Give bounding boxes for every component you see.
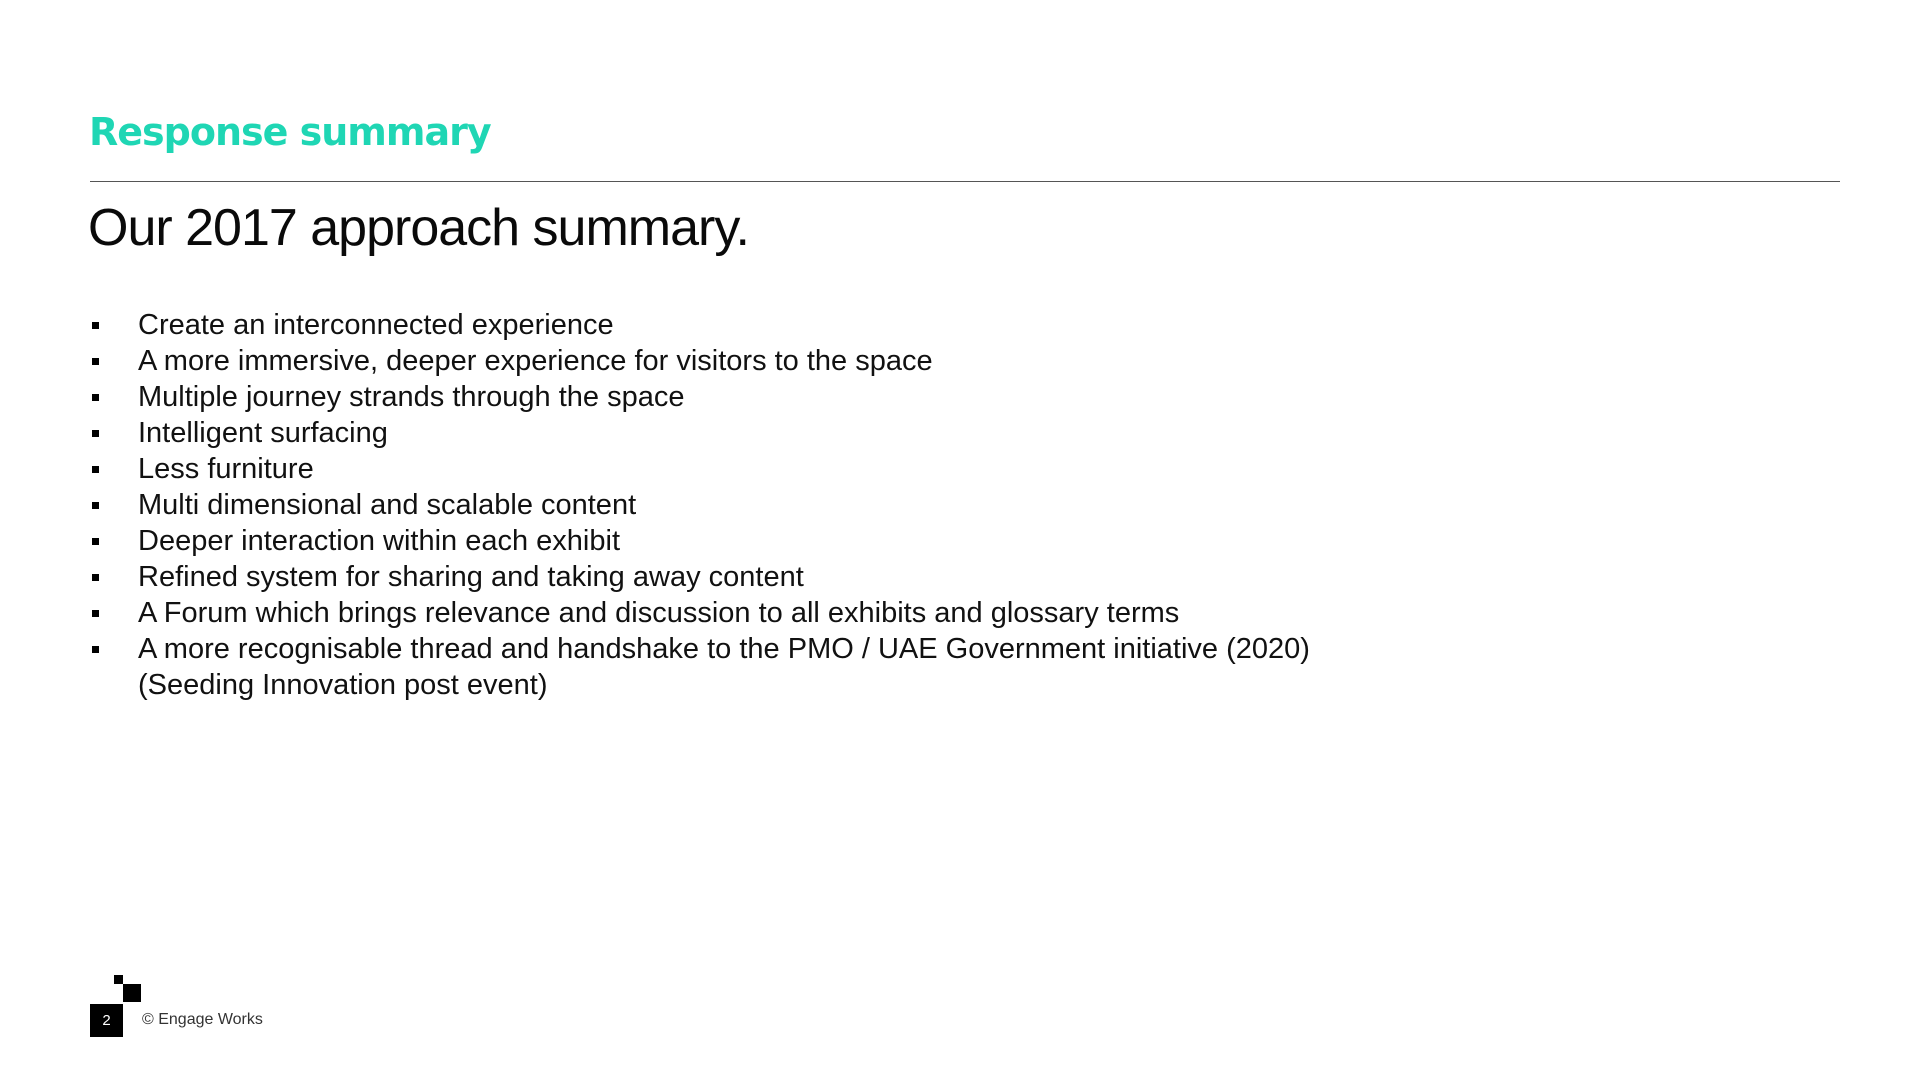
page-number: 2 xyxy=(90,1004,123,1037)
square-bullet-icon xyxy=(92,466,99,473)
list-item xyxy=(90,379,1310,415)
square-bullet-icon xyxy=(92,610,99,617)
bullet-text: Intelligent surfacing xyxy=(138,417,388,449)
list-item xyxy=(90,451,1310,487)
square-bullet-icon xyxy=(92,646,99,653)
square-bullet-icon xyxy=(92,394,99,401)
square-bullet-icon xyxy=(92,358,99,365)
section-title: Response summary xyxy=(89,110,491,154)
list-item xyxy=(90,523,1310,559)
page-title: Our 2017 approach summary. xyxy=(88,199,749,257)
engage-works-logo-icon xyxy=(90,975,143,1037)
bullet-text: Deeper interaction within each exhibit xyxy=(138,525,620,557)
bullet-text: Multiple journey strands through the space xyxy=(138,381,685,413)
bullet-text: Less furniture xyxy=(138,453,314,485)
list-item xyxy=(90,595,1310,631)
bullet-list xyxy=(90,307,1310,703)
copyright-text: © Engage Works xyxy=(142,1011,263,1028)
bullet-text: A more immersive, deeper experience for visitors to the space xyxy=(138,345,933,377)
list-item xyxy=(90,343,1310,379)
list-item xyxy=(90,415,1310,451)
bullet-text: Refined system for sharing and taking away content xyxy=(138,561,804,593)
logo-square-mid xyxy=(123,984,141,1002)
square-bullet-icon xyxy=(92,430,99,437)
bullet-text: A more recognisable thread and handshake to the PMO / UAE Government initiative (2020) xyxy=(138,633,1310,665)
list-item xyxy=(90,307,1310,343)
list-item xyxy=(90,559,1310,595)
square-bullet-icon xyxy=(92,502,99,509)
list-item xyxy=(90,631,1310,703)
header-divider xyxy=(90,181,1840,182)
square-bullet-icon xyxy=(92,322,99,329)
bullet-text: Create an interconnected experience xyxy=(138,309,614,341)
logo-square-small xyxy=(114,975,123,984)
bullet-text-continuation: (Seeding Innovation post event) xyxy=(138,669,548,701)
bullet-text: Multi dimensional and scalable content xyxy=(138,489,637,521)
bullet-text: A Forum which brings relevance and discussion to all exhibits and glossary terms xyxy=(138,597,1180,629)
list-item xyxy=(90,487,1310,523)
square-bullet-icon xyxy=(92,538,99,545)
square-bullet-icon xyxy=(92,574,99,581)
